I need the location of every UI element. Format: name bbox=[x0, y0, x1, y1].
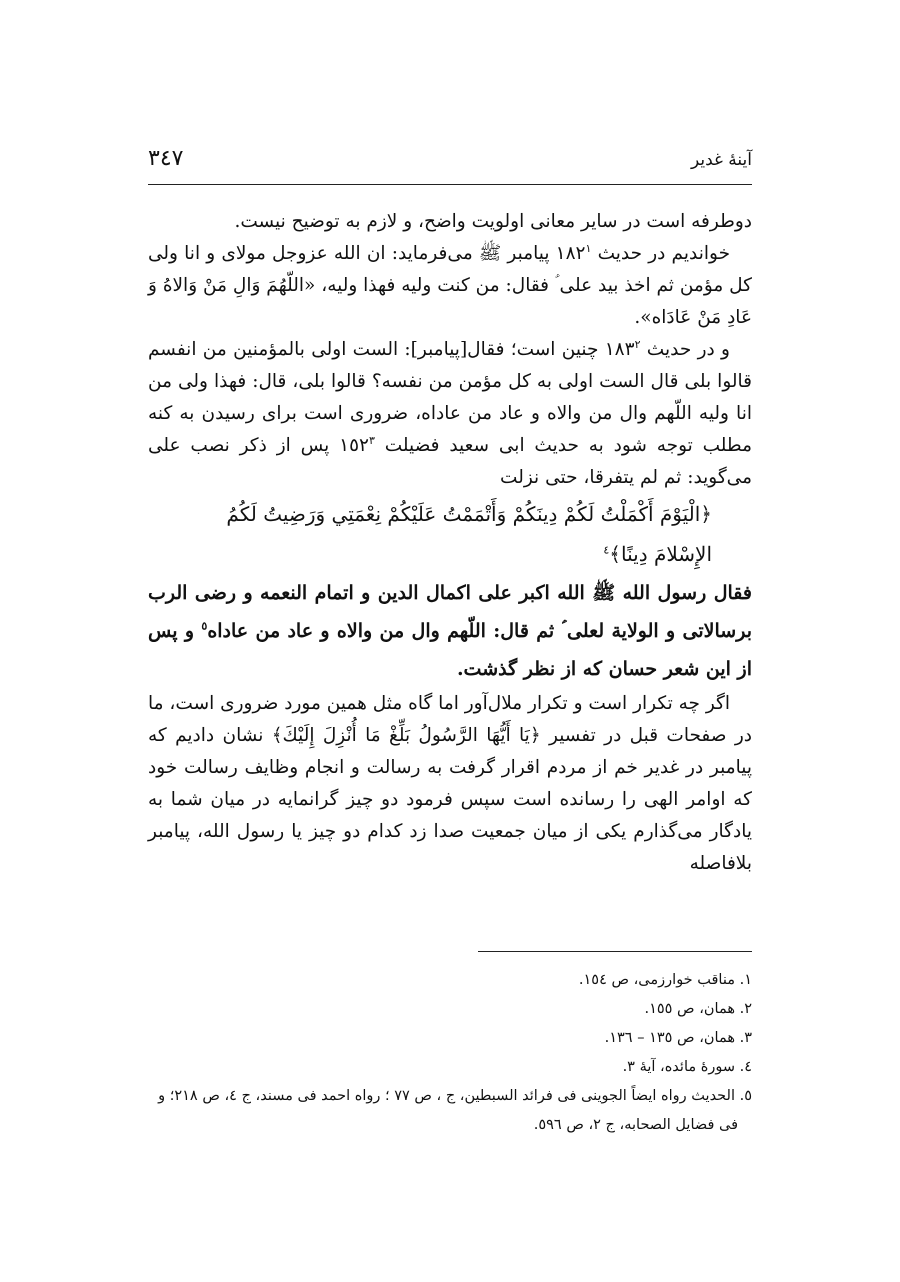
running-title: آینهٔ غدیر bbox=[690, 150, 752, 170]
page-number: ٣٤٧ bbox=[148, 146, 184, 171]
header-rule bbox=[148, 184, 752, 185]
quran-verse-line-1: ﴿الْيَوْمَ أَكْمَلْتُ لَكُمْ دِينَكُمْ وَأَتْمَمْتُ عَلَيْكُمْ نِعْمَتِي وَرَضِيتُ لَكُمُ bbox=[226, 502, 712, 526]
footnote-3: ٣. همان، ص ١٣٥ – ١٣٦. bbox=[604, 1030, 752, 1046]
hadith-quote-text: فقال رسول الله ﷺ الله اکبر علی اکمال الدین و اتمام النعمه و رضی الرب برسالاتی و الولایة لعلی ؑ ثم قال: اللّهم وال من والاه و عاد من عاداه bbox=[148, 582, 752, 642]
quran-verse-line-2 bbox=[148, 534, 752, 574]
paragraph-1: دوطرفه است در سایر معانی اولویت واضح، و لازم به توضیح نیست. bbox=[234, 211, 752, 232]
paragraph-4: اگر چه تکرار است و تکرار ملال‌آور اما گاه مثل همین مورد ضروری است، ما در صفحات قبل در تفسیر ﴿يَا أَيُّهَا الرَّسُولُ بَلِّغْ مَا أُنْزِلَ إِلَيْكَ﴾ نشان دادیم که پیامبر در غدیر خم از مردم اقرار گرفت به رسالت و انجام وظایف رسالت خود که اوامر الهی را رسانده است سپس فرمود دو چیز گرانمایه در میان شما به یادگار می‌گذارم یکی از میان جمعیت صدا زد کدام دو چیز یا رسول الله، پیامبر بلافاصله bbox=[148, 693, 752, 874]
footnote-ref-4[interactable]: ٤ bbox=[603, 543, 610, 557]
paragraph-3-middle: چنین است؛ فقال[پیامبر]: الست اولی بالمؤمنین من انفسم قالوا بلی قال الست اولی به کل مؤمن من نفسه؟ قالوا بلی، قال: فهذا ولی من انا ولیه اللّهم وال من والاه و عاد من عاداه، ضروری است برای رسیدن به کنه مطلب توجه شود به حدیث ابی سعید فضیلت ١٥٢ bbox=[148, 339, 753, 456]
paragraph-3-start: و در حدیث ١٨٣ bbox=[604, 339, 730, 360]
page-header bbox=[148, 146, 752, 186]
paragraph-3-end: پس از ذکر نصب علی می‌گوید: ثم لم یتفرقا، حتی نزلت bbox=[148, 435, 752, 488]
footnote-rule bbox=[478, 951, 752, 952]
footnote-ref-3[interactable]: ٣ bbox=[368, 433, 375, 447]
footnote-5-continued: فی فضایل الصحابه، ج ٢، ص ٥٩٦. bbox=[533, 1117, 738, 1133]
footnote-ref-1[interactable]: ١ bbox=[585, 241, 592, 255]
paragraph-2-rest: پیامبر ﷺ می‌فرماید: ان الله عزوجل مولای و انا ولی کل مؤمن ثم اخذ بید علی ؑ فقال: من کنت ولیه فهذا ولیه، «اللّهُمَ وَالِ مَنْ وَالاهُ وَ عَادِ مَنْ عَادَاه». bbox=[148, 243, 752, 328]
quran-verse-line-2-text: الإِسْلامَ دِينًا﴾ bbox=[609, 542, 712, 566]
paragraph-2 bbox=[148, 238, 752, 334]
hadith-quote bbox=[148, 574, 752, 688]
footnote-4: ٤. سورهٔ مائده، آیهٔ ٣. bbox=[622, 1059, 752, 1075]
footnote-5: ٥. الحدیث رواه ایضاً الجوینی فی فرائد السبطین، ج ، ص ٧٧ ؛ رواه احمد فی مسند، ج ٤، ص ٢١٨؛ و bbox=[158, 1088, 752, 1104]
main-text bbox=[148, 206, 752, 880]
footnote-1: ١. مناقب خوارزمی، ص ١٥٤. bbox=[578, 972, 752, 988]
paragraph-3 bbox=[148, 334, 752, 494]
footnote-2: ٢. همان، ص ١٥٥. bbox=[644, 1001, 752, 1017]
paragraph-2-start: خواندیم در حدیث ١٨٢ bbox=[555, 243, 731, 264]
footnotes bbox=[148, 966, 752, 1140]
hadith-quote-end: و پس از این شعر حسان که از نظر گذشت. bbox=[148, 620, 752, 680]
footnote-ref-2[interactable]: ٢ bbox=[634, 337, 641, 351]
footnote-ref-5[interactable]: ٥ bbox=[201, 619, 208, 633]
